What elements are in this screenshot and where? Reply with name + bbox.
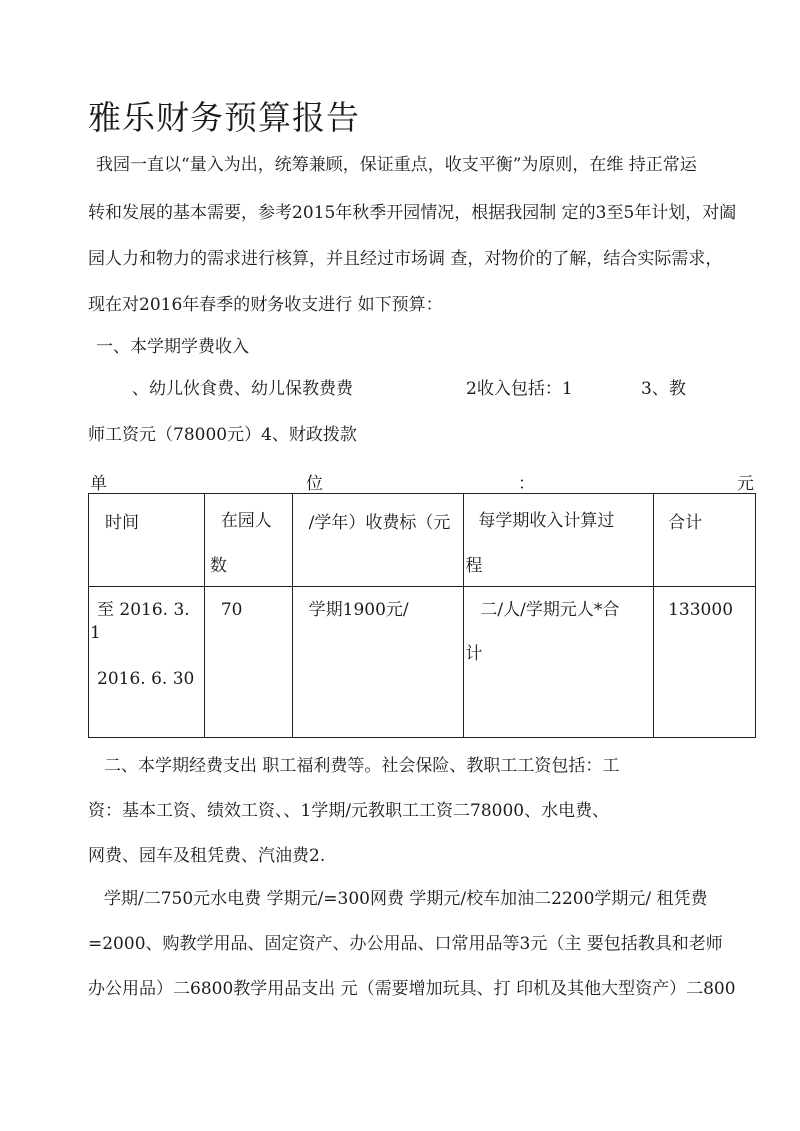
intro-line-3: 园人力和物力的需求进行核算，并且经过市场调 查，对物价的了解，结合实际需求， — [88, 249, 723, 269]
section1-items-d: 师工资元（78000元）4、财政拨款 — [88, 425, 357, 445]
header-calc-line-2: 程 — [465, 556, 483, 576]
header-cell-fee — [292, 494, 464, 587]
income-table — [88, 493, 756, 738]
section1-items-b: 2收入包括：1 — [466, 379, 573, 399]
section2-line-4: 学期/二750元水电费 学期元/=300网费 学期元/校车加油二2200学期元/ 租凭费 — [104, 889, 708, 909]
intro-line-1: 我园一直以“量入为出，统筹兼顾，保证重点，收支平衡”为原则，在维 持正常运 — [96, 155, 697, 175]
cell-calc — [464, 587, 654, 738]
header-cell-time — [89, 494, 205, 587]
cell-fee — [292, 587, 464, 738]
unit-char-2: 位 — [306, 474, 323, 494]
cell-count — [204, 587, 292, 738]
row-time-line-1: 至 2016. 3. — [97, 600, 190, 620]
section2-line-6: 办公用品）二6800教学用品支出 元（需要增加玩具、打 印机及其他大型资产）二800 — [88, 979, 736, 999]
section2-line-3: 网费、园车及租凭费、汽油费2. — [88, 846, 326, 866]
header-cell-total — [654, 494, 756, 587]
header-calc-line-1: 每学期收入计算过 — [478, 511, 615, 531]
section1-items-a: 、幼儿伙食费、幼儿保教费费 — [132, 379, 353, 399]
section2-line-5: =2000、购教学用品、固定资产、办公用品、口常用品等3元（主 要包括教具和老师 — [88, 934, 723, 954]
cell-time — [89, 587, 205, 738]
header-cell-count — [204, 494, 292, 587]
row-total: 133000 — [668, 600, 734, 620]
row-time-line-3: 2016. 6. 30 — [97, 669, 195, 689]
cell-total — [654, 587, 756, 738]
section2-line-2: 资：基本工资、绩效工资、、1学期/元教职工工资二78000、水电费、 — [88, 801, 610, 821]
table-header-row — [89, 494, 756, 587]
section1-heading: 一、本学期学费收入 — [96, 337, 249, 357]
section2-line-1: 二、本学期经费支出 职工福利费等。社会保险、教职工工资包括：工 — [104, 756, 620, 776]
intro-line-4: 现在对2016年春季的财务收支进行 如下预算： — [88, 295, 443, 315]
unit-char-3: ： — [518, 474, 535, 494]
header-count-line-1: 在园人 — [220, 511, 272, 531]
section1-items-c: 3、教 — [641, 379, 686, 399]
header-total: 合计 — [668, 513, 703, 533]
intro-line-2: 转和发展的基本需要，参考2015年秋季开园情况，根据我园制 定的3至5年计划，对阖 — [88, 203, 737, 223]
header-cell-calc — [464, 494, 654, 587]
header-fee: /学年）收费标（元 — [308, 513, 451, 533]
row-count: 70 — [220, 600, 243, 620]
unit-char-4: 元 — [737, 474, 754, 494]
row-time-line-2: 1 — [90, 623, 101, 643]
page-title: 雅乐财务预算报告 — [88, 98, 360, 137]
row-calc-line-2: 计 — [465, 644, 483, 664]
unit-char-1: 单 — [90, 474, 107, 494]
header-count-line-2: 数 — [209, 556, 227, 576]
row-calc-line-1: 二/人/学期元人*合 — [480, 600, 620, 620]
row-fee: 学期1900元/ — [308, 600, 409, 620]
header-time: 时间 — [105, 513, 139, 533]
table-row — [89, 587, 756, 738]
